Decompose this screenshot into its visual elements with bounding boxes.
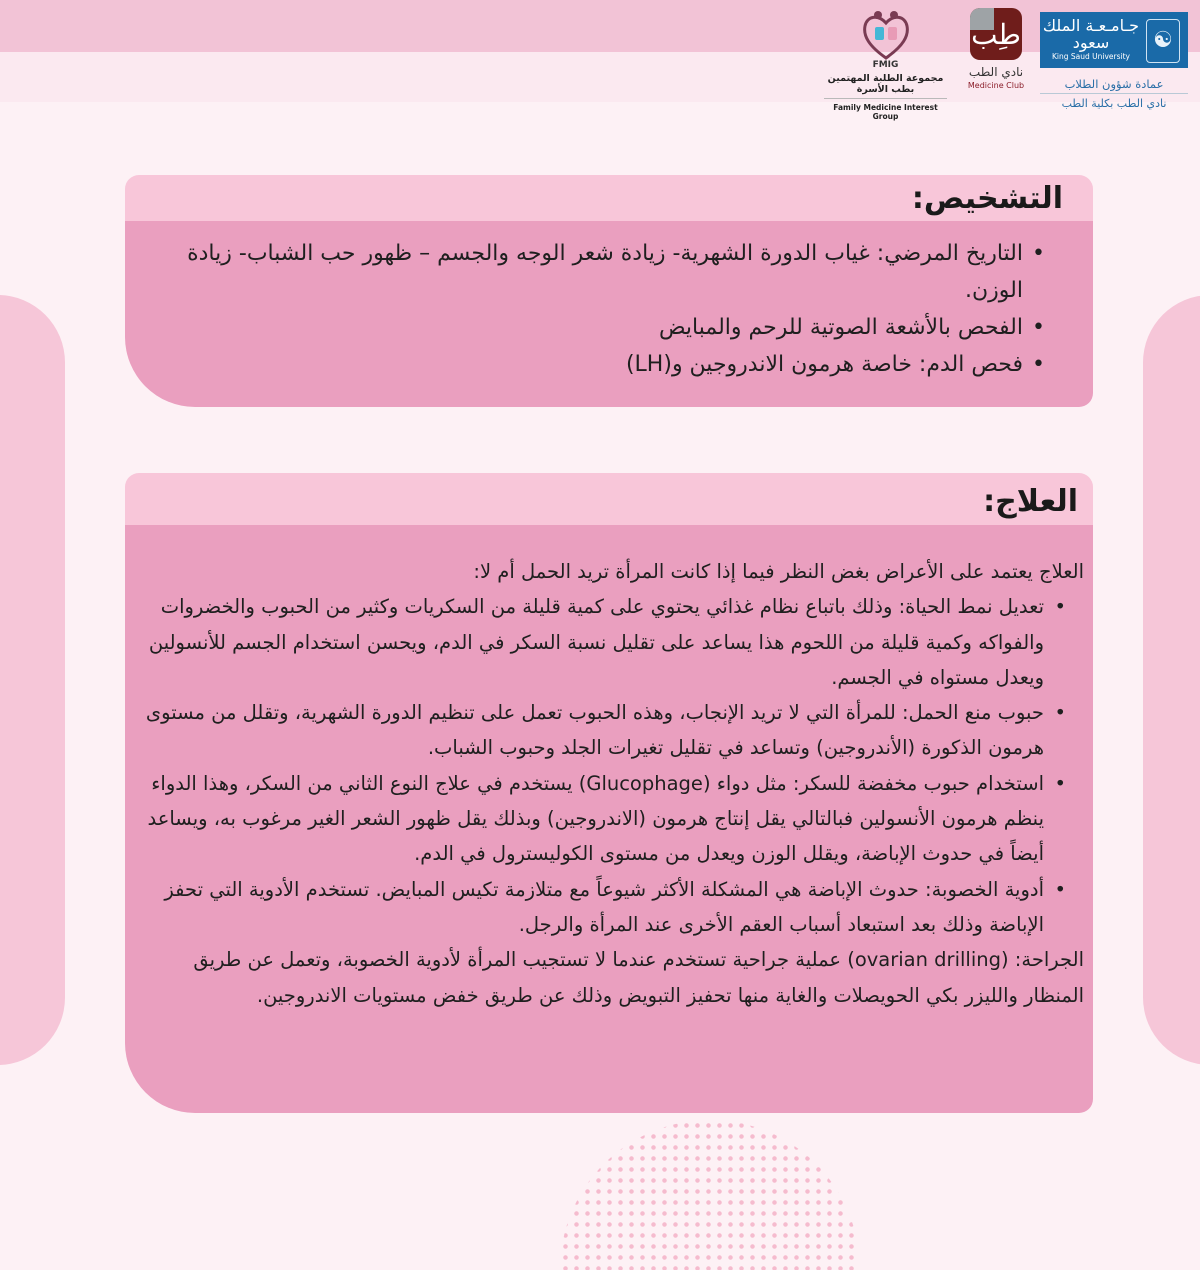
treatment-item: • أدوية الخصوبة: حدوث الإباضة هي المشكلة الأكثر شيوعاً مع متلازمة تكيس المبايض. تستخدم الأدوية التي تحفز الإباضة وذلك بعد استبعاد أسباب العقم الأخرى عند المرأة والرجل. — [139, 872, 1084, 943]
medicine-club-name-en: Medicine Club — [967, 81, 1025, 90]
medicine-club-glyph: طِب — [971, 18, 1021, 51]
treatment-item: • تعديل نمط الحياة: وذلك باتباع نظام غذائي يحتوي على كمية قليلة من السكريات وكثير من الحبوب والخضروات والفواكه وكمية قليلة من اللحوم هذا يساعد على تقليل نسبة السكر في الدم، ويحسن استخدام الجسم للأنسولين ويعدل مستواه في الجسم. — [139, 589, 1084, 695]
fmig-name-ar: مجموعة الطلبة المهتمين بطب الأسرة — [827, 73, 944, 95]
fmig-logo — [818, 6, 953, 121]
decorative-shape-right — [1143, 295, 1200, 1065]
ksu-logo — [1040, 12, 1188, 108]
header-logos — [0, 0, 1200, 121]
diagnosis-item: • التاريخ المرضي: غياب الدورة الشهرية- زيادة شعر الوجه والجسم – ظهور حب الشباب- زيادة الوزن. — [155, 235, 1045, 309]
diagnosis-list — [155, 235, 1045, 383]
medicine-club-name-ar: نادي الطب — [968, 65, 1024, 79]
decorative-shape-left — [0, 295, 65, 1065]
heart-family-icon — [861, 6, 911, 62]
ksu-club: نادي الطب بكلية الطب — [1040, 93, 1188, 110]
diagnosis-title: التشخيص: — [911, 181, 1063, 216]
treatment-item: • حبوب منع الحمل: للمرأة التي لا تريد الإنجاب، وهذه الحبوب تعمل على تنظيم الدورة الشهرية، وتقلل من مستوى هرمون الذكورة (الأندروجين) وتساعد في تقليل تغيرات الجلد وحبوب الشباب. — [139, 695, 1084, 766]
diagnosis-card — [125, 175, 1093, 407]
ksu-name-en: King Saud University — [1052, 52, 1130, 61]
ksu-banner — [1040, 12, 1188, 68]
treatment-item: • استخدام حبوب مخفضة للسكر: مثل دواء (Glucophage) يستخدم في علاج النوع الثاني من السكر، وهذا الدواء ينظم هرمون الأنسولين فبالتالي يقل إنتاج هرمون (الاندروجين) وبذلك يقل ظهور الشعر الغير مرغوب به، ويساعد أيضاً في حدوث الإباضة، ويقلل الوزن ويعدل من مستوى الكوليسترول في الدم. — [139, 766, 1084, 872]
ksu-name-ar: جـامـعـة الملك سعود — [1042, 16, 1140, 52]
decorative-dots — [560, 1120, 860, 1270]
fmig-name-en: Family Medicine Interest Group — [824, 98, 947, 121]
fmig-abbr: FMIG — [872, 60, 899, 70]
medicine-club-logo — [962, 8, 1030, 98]
diagnosis-item: • الفحص بالأشعة الصوتية للرحم والمبايض — [155, 309, 1045, 346]
treatment-header — [125, 473, 1093, 525]
treatment-card — [125, 473, 1093, 1113]
diagnosis-item: • فحص الدم: خاصة هرمون الاندروجين و(LH) — [155, 346, 1045, 383]
ksu-deanship: عمادة شؤون الطلاب — [1064, 77, 1164, 91]
treatment-title: العلاج: — [983, 484, 1078, 519]
treatment-intro: العلاج يعتمد على الأعراض بغض النظر فيما إذا كانت المرأة تريد الحمل أم لا: — [473, 560, 1084, 583]
treatment-list — [139, 589, 1084, 942]
treatment-content — [139, 554, 1084, 1013]
palm-emblem-icon: ☯ — [1146, 19, 1180, 63]
medicine-club-badge — [970, 8, 1022, 60]
treatment-surgery: الجراحة: (ovarian drilling) عملية جراحية تستخدم عندما لا تستجيب المرأة لأدوية الخصوبة، وتعمل عن طريق المنظار والليزر بكي الحويصلات والغاية منها تحفيز التبويض وذلك عن طريق خفض مستويات الاندروجين. — [193, 948, 1084, 1007]
